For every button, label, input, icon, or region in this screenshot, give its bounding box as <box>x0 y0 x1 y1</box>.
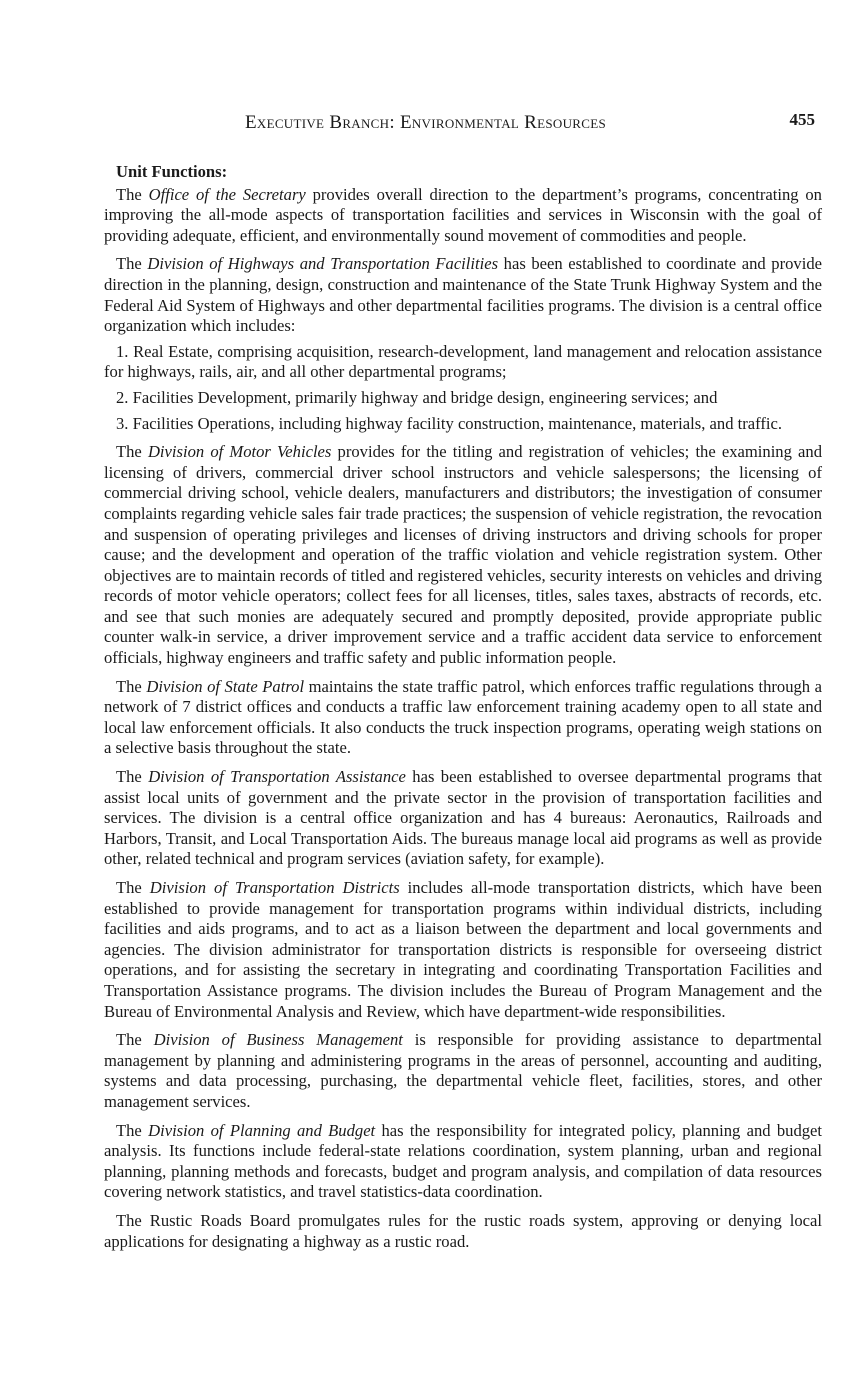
unit-name: Division of Business Management <box>153 1030 403 1050</box>
paragraph-text: is responsible for providing assistance to departmental management by planning and administering programs in the areas of personnel, accounting and auditing, systems and data processing, purchasing, the departmental vehicle fleet, facilities, stores, and other management services. <box>104 1030 823 1111</box>
paragraph-lead: The <box>116 442 148 462</box>
paragraph-lead: The <box>116 878 150 897</box>
paragraph-division-state-patrol <box>104 677 822 759</box>
paragraph-lead: The <box>116 676 147 696</box>
paragraph-lead: The <box>116 767 149 787</box>
list-item: 3. Facilities Operations, including highway facility construction, maintenance, materials, and traffic. <box>116 413 783 433</box>
unit-name: Division of Motor Vehicles <box>147 442 332 462</box>
paragraph-division-planning-budget <box>104 1121 822 1203</box>
list-item: 1. Real Estate, comprising acquisition, research-development, land management and relocation assistance for highways, rails, air, and all other departmental programs; <box>104 341 822 382</box>
unit-name: Division of Highways and Transportation Facilities <box>147 254 499 274</box>
unit-name: Division of Transportation Districts <box>149 878 400 897</box>
paragraph-text: includes all-mode transportation districts, which have been established to provide management for transportation programs within individual districts, including facilities and aids programs, and to act as a liaison between the department and local governments and agencies. The division administrator for transportation districts is responsible for overseeing district operations, and for assisting the secretary in integrating and coordinating Transportation Facilities and Transportation Assistance programs. The division includes the Bureau of Program Management and the Bureau of Environmental Analysis and Review, which have department-wide responsibilities. <box>104 878 822 1021</box>
running-head: Executive Branch: Environmental Resources <box>245 112 607 133</box>
page-body <box>104 162 822 1260</box>
paragraph-division-transportation-districts <box>104 878 822 1022</box>
paragraph-rustic-roads-board: The Rustic Roads Board promulgates rules for the rustic roads system, approving or denying local applications for designating a highway as a rustic road. <box>104 1210 822 1251</box>
unit-name: Office of the Secretary <box>148 184 306 204</box>
page-header <box>115 108 815 138</box>
paragraph-lead: The <box>116 1120 149 1140</box>
paragraph-text: provides for the titling and registration of vehicles; the examining and licensing of drivers, commercial driver school instructors and vehicle salespersons; the licensing of commercial driving school, vehicle dealers, manufacturers and distributors; the investigation of consumer complaints regarding vehicle sales fair trade practices; the suspension of vehicle registration, the revocation and suspension of operating privileges and licenses of driving instructors and driving schools for proper cause; and the development and operation of the traffic violation and vehicle registration system. Other objectives are to maintain records of titled and registered vehicles, security interests on vehicles and driving records of motor vehicle operators; collect fees for all licenses, titles, sales taxes, abstracts of records, etc. and see that such monies are adequately secured and promptly deposited, provide appropriate public counter walk-in service, a driver improvement service and a traffic accident data service to enforcement officials, highway engineers and traffic safety and public information people. <box>104 442 823 668</box>
paragraph-division-highways <box>104 254 822 336</box>
paragraph-lead: The <box>116 184 149 204</box>
page-number: 455 <box>789 110 815 129</box>
list-item: 2. Facilities Development, primarily highway and bridge design, engineering services; and <box>116 387 718 407</box>
paragraph-text: has been established to coordinate and provide direction in the planning, design, construction and maintenance of the State Trunk Highway System and the Federal Aid System of Highways and other departmental facilities programs. The division is a central office organization which includes: <box>104 254 822 336</box>
unit-name: Division of Planning and Budget <box>148 1120 376 1140</box>
paragraph-division-transportation-assistance <box>104 767 822 870</box>
paragraph-text: has the responsibility for integrated policy, planning and budget analysis. Its functions include federal-state relations coordination, system planning, urban and regional planning, planning methods and forecasts, budget and program analysis, and compilation of data resources covering network statistics, and travel statistics-data coordination. <box>104 1120 823 1202</box>
paragraph-text: provides overall direction to the department’s programs, concentrating on improving the all-mode aspects of transportation facilities and services in Wisconsin with the goal of providing adequate, efficient, and environmentally sound movement of commodities and people. <box>104 184 822 245</box>
paragraph-division-motor-vehicles <box>104 442 822 669</box>
paragraph-text: maintains the state traffic patrol, which enforces traffic regulations through a network of 7 district offices and conducts a traffic law enforcement training academy open to all state and local law enforcement officials. It also conducts the truck inspection programs, operating weigh stations on a selective basis throughout the state. <box>104 676 822 758</box>
unit-name: Division of State Patrol <box>146 676 305 696</box>
paragraph-office-of-secretary <box>104 185 822 247</box>
paragraph-lead: The <box>116 1030 154 1050</box>
paragraph-text: has been established to oversee departmental programs that assist local units of government and the private sector in the provision of transportation facilities and services. The division is a central office organization and has 4 bureaus: Aeronautics, Railroads and Harbors, Transit, and Local Transportation Aids. The bureaus manage local aid programs as well as provide other, related technical and program services (aviation safety, for example). <box>104 767 822 869</box>
section-heading: Unit Functions: <box>116 162 228 181</box>
unit-name: Division of Transportation Assistance <box>148 767 406 787</box>
paragraph-division-business-management <box>104 1030 822 1112</box>
paragraph-lead: The <box>116 254 148 274</box>
